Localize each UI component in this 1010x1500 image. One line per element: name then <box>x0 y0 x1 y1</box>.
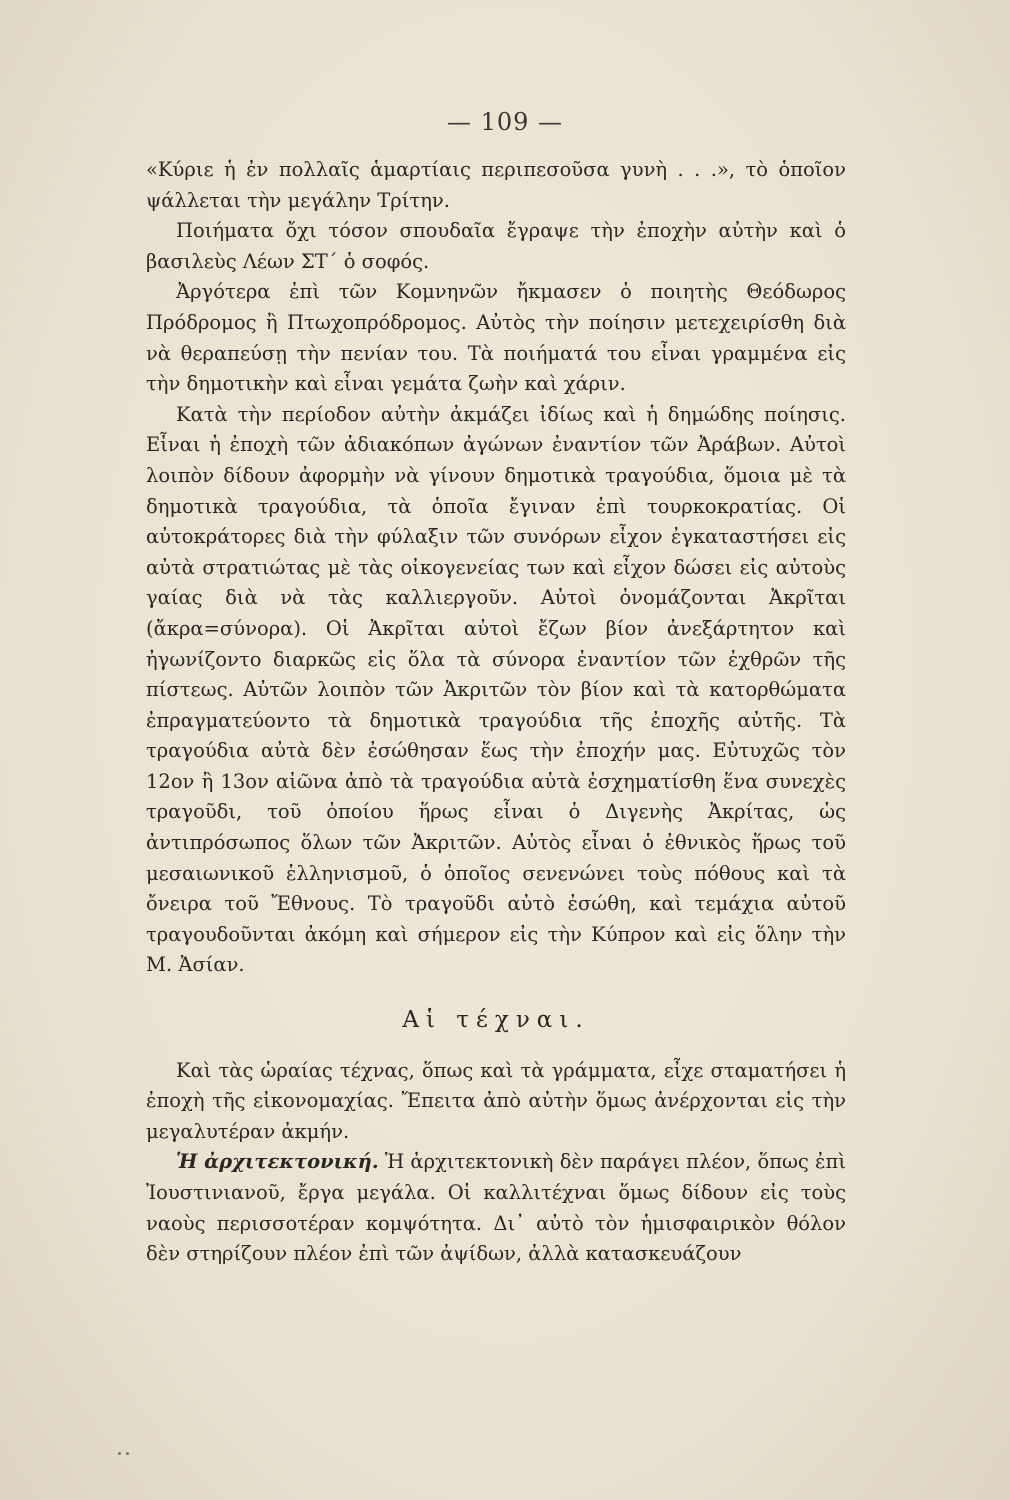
section-heading: Αἱ τέχναι. <box>402 1007 590 1034</box>
paragraph-5: Καὶ τὰς ὡραίας τέχνας, ὅπως καὶ τὰ γράμματα, εἶχε σταματήσει ἡ ἐποχὴ τῆς εἰκονομαχίας. Ἔπειτα ἀπὸ αὐτὴν ὅμως ἀνέρχονται εἰς τὴν μεγαλυτέραν ἀκμήν. <box>146 1058 846 1143</box>
body-text <box>146 155 846 1270</box>
ink-speck <box>118 1452 121 1455</box>
paragraph-6-text: Ἡ ἀρχιτεκτονικὴ δὲν παράγει πλέον, ὅπως ἐπὶ Ἰουστινιανοῦ, ἔργα μεγάλα. Οἱ καλλιτέχναι ὅμως δίδουν εἰς τοὺς ναοὺς περισσοτέραν κομψότητα. Δι᾽ αὐτὸ τὸν ἡμισφαιρικὸν θόλον δὲν στηρίζουν πλέον ἐπὶ τῶν ἀψίδων, ἀλλὰ κατασκευάζουν <box>146 1150 846 1266</box>
paragraph-2: Ποιήματα ὄχι τόσον σπουδαῖα ἔγραψε τὴν ἐποχὴν αὐτὴν καὶ ὁ βασιλεὺς Λέων ΣΤ΄ ὁ σοφός. <box>146 219 846 273</box>
page-number: — 109 — <box>446 108 564 136</box>
paragraph-3: Ἀργότερα ἐπὶ τῶν Κομνηνῶν ἤκμασεν ὁ ποιητὴς Θεόδωρος Πρόδρομος ἢ Πτωχοπρόδρομος. Αὐτὸς τὴν ποίησιν μετεχειρίσθη διὰ νὰ θεραπεύσῃ τὴν πενίαν του. Τὰ ποιήματά του εἶναι γραμμένα εἰς τὴν δημοτικὴν καὶ εἶναι γεμάτα ζωὴν καὶ χάριν. <box>146 280 846 396</box>
paragraph-6 <box>146 1147 846 1269</box>
paragraph-1: «Κύριε ἡ ἐν πολλαῖς ἁμαρτίαις περιπεσοῦσα γυνὴ . . .», τὸ ὁποῖον ψάλλεται τὴν μεγάλην Τρίτην. <box>146 158 846 212</box>
paragraph-4: Κατὰ τὴν περίοδον αὐτὴν ἀκμάζει ἰδίως καὶ ἡ δημώδης ποίησις. Εἶναι ἡ ἐποχὴ τῶν ἀδιακόπων ἀγώνων ἐναντίον τῶν Ἀράβων. Αὐτοὶ λοιπὸν δίδουν ἀφορμὴν νὰ γίνουν δημοτικὰ τραγούδια, ὅμοια μὲ τὰ δημοτικὰ τραγούδια, τὰ ὁποῖα ἔγιναν ἐπὶ τουρκοκρατίας. Οἱ αὐτοκράτορες διὰ τὴν φύλαξιν τῶν συνόρων εἶχον ἐγκαταστήσει εἰς αὐτὰ στρατιώτας μὲ τὰς οἰκογενείας των καὶ εἶχον δώσει εἰς αὐτοὺς γαίας διὰ νὰ τὰς καλλιεργοῦν. Αὐτοὶ ὀνομάζονται Ἀκρῖται (ἄκρα=σύνορα). Οἱ Ἀκρῖται αὐτοὶ ἔζων βίον ἀνεξάρτητον καὶ ἠγωνίζοντο διαρκῶς εἰς ὅλα τὰ σύνορα ἐναντίον τῶν ἐχθρῶν τῆς πίστεως. Αὐτῶν λοιπὸν τῶν Ἀκριτῶν τὸν βίον καὶ τὰ κατορθώματα ἐπραγματεύοντο τὰ δημοτικὰ τραγούδια τῆς ἐποχῆς αὐτῆς. Τὰ τραγούδια αὐτὰ δὲν ἐσώθησαν ἕως τὴν ἐποχήν μας. Εὐτυχῶς τὸν 12ον ἢ 13ον αἰῶνα ἀπὸ τὰ τραγούδια αὐτὰ ἐσχηματίσθη ἕνα συνεχὲς τραγοῦδι, τοῦ ὁποίου ἥρως εἶναι ὁ Διγενὴς Ἀκρίτας, ὡς ἀντιπρόσωπος ὅλων τῶν Ἀκριτῶν. Αὐτὸς εἶναι ὁ ἐθνικὸς ἥρως τοῦ μεσαιωνικοῦ ἑλληνισμοῦ, ὁ ὁποῖος σενενώνει τοὺς πόθους καὶ τὰ ὄνειρα τοῦ Ἔθνους. Τὸ τραγοῦδι αὐτὸ ἐσώθη, καὶ τεμάχια αὐτοῦ τραγουδοῦνται ἀκόμη καὶ σήμερον εἰς τὴν Κύπρον καὶ εἰς ὅλην τὴν Μ. Ἀσίαν. <box>146 402 846 977</box>
ink-speck <box>126 1452 129 1455</box>
paragraph-6-lead-in: Ἡ ἀρχιτεκτονική. <box>176 1150 379 1174</box>
